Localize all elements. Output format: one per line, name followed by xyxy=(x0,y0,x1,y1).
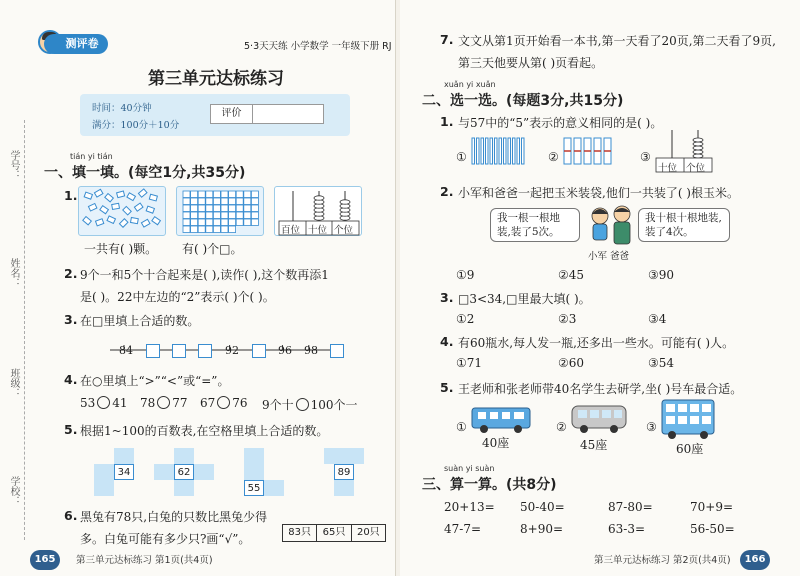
q4-compare-2 xyxy=(140,396,188,410)
grid4-cell-89: 89 xyxy=(334,464,354,480)
header-book-info: 5·3天天练 小学数学 一年级下册 RJ xyxy=(244,41,392,52)
q4-text: 在○里填上“>”“<”或“=”。 xyxy=(80,374,230,388)
q4-compare-3 xyxy=(200,396,248,410)
s2q1-tens-label: 十位 xyxy=(658,163,678,174)
bus-option2-label[interactable]: ② xyxy=(556,420,567,434)
grid3-cell-mid[interactable] xyxy=(244,464,264,480)
number-line-98: 98 xyxy=(304,344,318,357)
q6-line2: 多。白兔可能有多少只?画“√”。 xyxy=(80,532,251,546)
speech-bubble-xiaojun: 我一根一根地装,装了5次。 xyxy=(490,208,580,242)
option-83[interactable]: 83只 xyxy=(283,525,317,541)
q4-right-4: 100个一 xyxy=(310,398,358,412)
s2q5-text[interactable]: 王老师和张老师带40名学生去研学,坐( )号车最合适。 xyxy=(458,382,743,396)
grid4-cell-top-right[interactable] xyxy=(344,448,364,464)
grid2-cell-62: 62 xyxy=(174,464,194,480)
evaluation-box[interactable] xyxy=(210,104,324,124)
q4-number: 4. xyxy=(64,372,78,387)
s2q1-option2-label[interactable]: ② xyxy=(548,150,559,164)
bus-option3-label[interactable]: ③ xyxy=(646,420,657,434)
option-20[interactable]: 20只 xyxy=(356,527,380,538)
grid1-cell-top[interactable] xyxy=(114,448,134,464)
section2-title: 二、选一选。(每题3分,共15分) xyxy=(422,93,624,109)
footer-left: 第三单元达标练习 第1页(共4页) xyxy=(76,555,213,566)
time-label: 时间：40分钟 xyxy=(92,103,152,114)
student-id-label: 学号： xyxy=(8,150,19,180)
place-tens-label: 十位 xyxy=(308,225,328,236)
place-ones-label: 个位 xyxy=(334,225,354,236)
q3-text: 在□里填上合适的数。 xyxy=(80,314,200,328)
s2q4-option1[interactable]: ①71 xyxy=(456,356,483,370)
number-line-84: 84 xyxy=(119,344,133,357)
s2q1-text: 与57中的“5”表示的意义相同的是( )。 xyxy=(458,116,663,130)
q3-number: 3. xyxy=(64,312,78,327)
s2q3-option1[interactable]: ①2 xyxy=(456,312,475,326)
bus-small-icon xyxy=(470,404,534,434)
compare-circle-1[interactable] xyxy=(97,396,110,409)
q5-number: 5. xyxy=(64,422,78,437)
s2q3-option3[interactable]: ③4 xyxy=(648,312,667,326)
q4-right-2: 77 xyxy=(172,396,188,410)
compare-circle-4[interactable] xyxy=(296,398,309,411)
number-line-92: 92 xyxy=(225,344,239,357)
section3-title: 三、算一算。(共8分) xyxy=(422,477,557,493)
q1c-image-abacus xyxy=(274,186,362,236)
speech-bubble-dad: 我十根十根地装,装了4次。 xyxy=(638,208,730,242)
s2q2-option3[interactable]: ③90 xyxy=(648,268,675,282)
s2q3-text[interactable]: □3<34,□里最大填( )。 xyxy=(458,292,591,306)
q4-left-4: 9个十 xyxy=(262,398,294,412)
left-page xyxy=(0,0,396,576)
score-label: 满分：100分＋10分 xyxy=(92,120,180,131)
q2-number: 2. xyxy=(64,266,78,281)
s2q1-option2-bundles-icon xyxy=(562,136,622,166)
s2q4-text[interactable]: 有60瓶水,每人发一瓶,还多出一些水。可能有( )人。 xyxy=(458,336,735,350)
page-number-left: 165 xyxy=(30,550,60,570)
s2q1-number: 1. xyxy=(440,114,454,129)
grid2-cell-right[interactable] xyxy=(194,464,214,480)
page-title: 第三单元达标练习 xyxy=(148,69,284,89)
q4-compare-1 xyxy=(80,396,128,410)
class-label: 班级： xyxy=(8,368,19,398)
section3-pinyin: suàn yi suàn xyxy=(444,464,495,473)
right-page xyxy=(400,0,800,576)
s2q1-ones-label: 个位 xyxy=(686,163,706,174)
bus-medium-icon xyxy=(570,402,630,434)
name-label: 姓名： xyxy=(8,258,19,288)
square-grid-icon xyxy=(177,187,265,237)
grid3-cell-55: 55 xyxy=(244,480,264,496)
binding-line xyxy=(24,120,25,540)
q4-left-2: 78 xyxy=(140,396,156,410)
bus-option3-seats: 60座 xyxy=(676,442,704,456)
grid2-cell-top[interactable] xyxy=(174,448,194,464)
grid1-cell-bottom[interactable] xyxy=(94,480,114,496)
calc-r1-c4[interactable]: 70+9= xyxy=(690,500,734,514)
s2q2-option2[interactable]: ②45 xyxy=(558,268,585,282)
q4-compare-4 xyxy=(262,396,358,413)
calc-r1-c2[interactable]: 50-40= xyxy=(520,500,565,514)
grid2-cell-left[interactable] xyxy=(154,464,174,480)
compare-circle-3[interactable] xyxy=(217,396,230,409)
blank-box-88[interactable] xyxy=(172,344,186,358)
compare-circle-2[interactable] xyxy=(157,396,170,409)
place-hundreds-label: 百位 xyxy=(281,225,301,236)
calc-r2-c1[interactable]: 47-7= xyxy=(444,522,482,536)
calc-r1-c3[interactable]: 87-80= xyxy=(608,500,653,514)
q6-number: 6. xyxy=(64,508,78,523)
number-line-96: 96 xyxy=(278,344,292,357)
section1-pinyin: tián yi tián xyxy=(70,152,113,161)
s2q4-option3[interactable]: ③54 xyxy=(648,356,675,370)
q4-left-3: 67 xyxy=(200,396,216,410)
s2q5-number: 5. xyxy=(440,380,454,395)
grid4-cell-top-left[interactable] xyxy=(324,448,344,464)
bus-option1-seats: 40座 xyxy=(482,436,510,450)
q4-right-1: 41 xyxy=(112,396,128,410)
boy-and-father-icon xyxy=(584,204,638,248)
scattered-items-icon xyxy=(79,187,167,237)
s2q1-option1-label[interactable]: ① xyxy=(456,150,467,164)
s2q4-option2[interactable]: ②60 xyxy=(558,356,585,370)
s2q1-option3-label[interactable]: ③ xyxy=(640,150,651,164)
grid2-cell-bottom[interactable] xyxy=(174,480,194,496)
q1-number: 1. xyxy=(64,188,78,203)
q7-number: 7. xyxy=(440,32,454,47)
q2-line1[interactable]: 9个一和5个十合起来是( ),读作( ),这个数再添1 xyxy=(80,268,329,282)
q4-right-3: 76 xyxy=(232,396,248,410)
school-label: 学校： xyxy=(8,476,19,506)
blank-box-100[interactable] xyxy=(330,344,344,358)
q1a-answer[interactable]: 一共有( )颗。 xyxy=(84,242,158,256)
s2q1-option1-sticks-icon xyxy=(470,136,530,166)
q7-line1: 文文从第1页开始看一本书,第一天看了20页,第二天看了9页, xyxy=(458,34,776,48)
q7-line2[interactable]: 第三天他要从第( )页看起。 xyxy=(458,56,604,70)
option-65[interactable]: 65只 xyxy=(317,525,351,541)
s2q4-number: 4. xyxy=(440,334,454,349)
blank-box-85[interactable] xyxy=(146,344,160,358)
grid1-cell-left[interactable] xyxy=(94,464,114,480)
q5-text: 根据1~100的百数表,在空格里填上合适的数。 xyxy=(80,424,329,438)
q4-left-1: 53 xyxy=(80,396,96,410)
s2q3-option2[interactable]: ②3 xyxy=(558,312,577,326)
calc-r1-c1[interactable]: 20+13= xyxy=(444,500,495,514)
calc-r2-c4[interactable]: 56-50= xyxy=(690,522,735,536)
page-number-right: 166 xyxy=(740,550,770,570)
grid3-cell-right[interactable] xyxy=(264,480,284,496)
grid1-cell-34: 34 xyxy=(114,464,134,480)
q1b-image-grid xyxy=(176,186,264,236)
section1-title: 一、填一填。(每空1分,共35分) xyxy=(44,165,246,181)
grid3-cell-top[interactable] xyxy=(244,448,264,464)
s2q2-option1[interactable]: ①9 xyxy=(456,268,475,282)
s2q2-number: 2. xyxy=(440,184,454,199)
section2-pinyin: xuǎn yi xuǎn xyxy=(444,80,496,89)
grid4-cell-bottom[interactable] xyxy=(334,480,354,496)
blank-box-94[interactable] xyxy=(252,344,266,358)
bus-option2-seats: 45座 xyxy=(580,438,608,452)
rabbit-options-table xyxy=(282,524,386,542)
calc-r2-c3[interactable]: 63-3= xyxy=(608,522,646,536)
people-labels: 小军 爸爸 xyxy=(588,251,630,262)
q2-line2[interactable]: 是( )。22中左边的“2”表示( )个( )。 xyxy=(80,290,275,304)
s2q2-text[interactable]: 小军和爸爸一起把玉米装袋,他们一共装了( )根玉米。 xyxy=(458,186,739,200)
q6-line1: 黑兔有78只,白兔的只数比黑兔少得 xyxy=(80,510,268,524)
footer-right: 第三单元达标练习 第2页(共4页) xyxy=(594,555,731,566)
bus-option1-label[interactable]: ① xyxy=(456,420,467,434)
bus-double-decker-icon xyxy=(660,398,718,440)
s2q3-number: 3. xyxy=(440,290,454,305)
q1a-image-stars xyxy=(78,186,166,236)
q1b-answer[interactable]: 有( )个□。 xyxy=(182,242,243,256)
calc-r2-c2[interactable]: 8+90= xyxy=(520,522,564,536)
evaluation-label: 评价 xyxy=(211,105,253,123)
test-badge: 测评卷 xyxy=(44,34,108,54)
blank-box-90[interactable] xyxy=(198,344,212,358)
